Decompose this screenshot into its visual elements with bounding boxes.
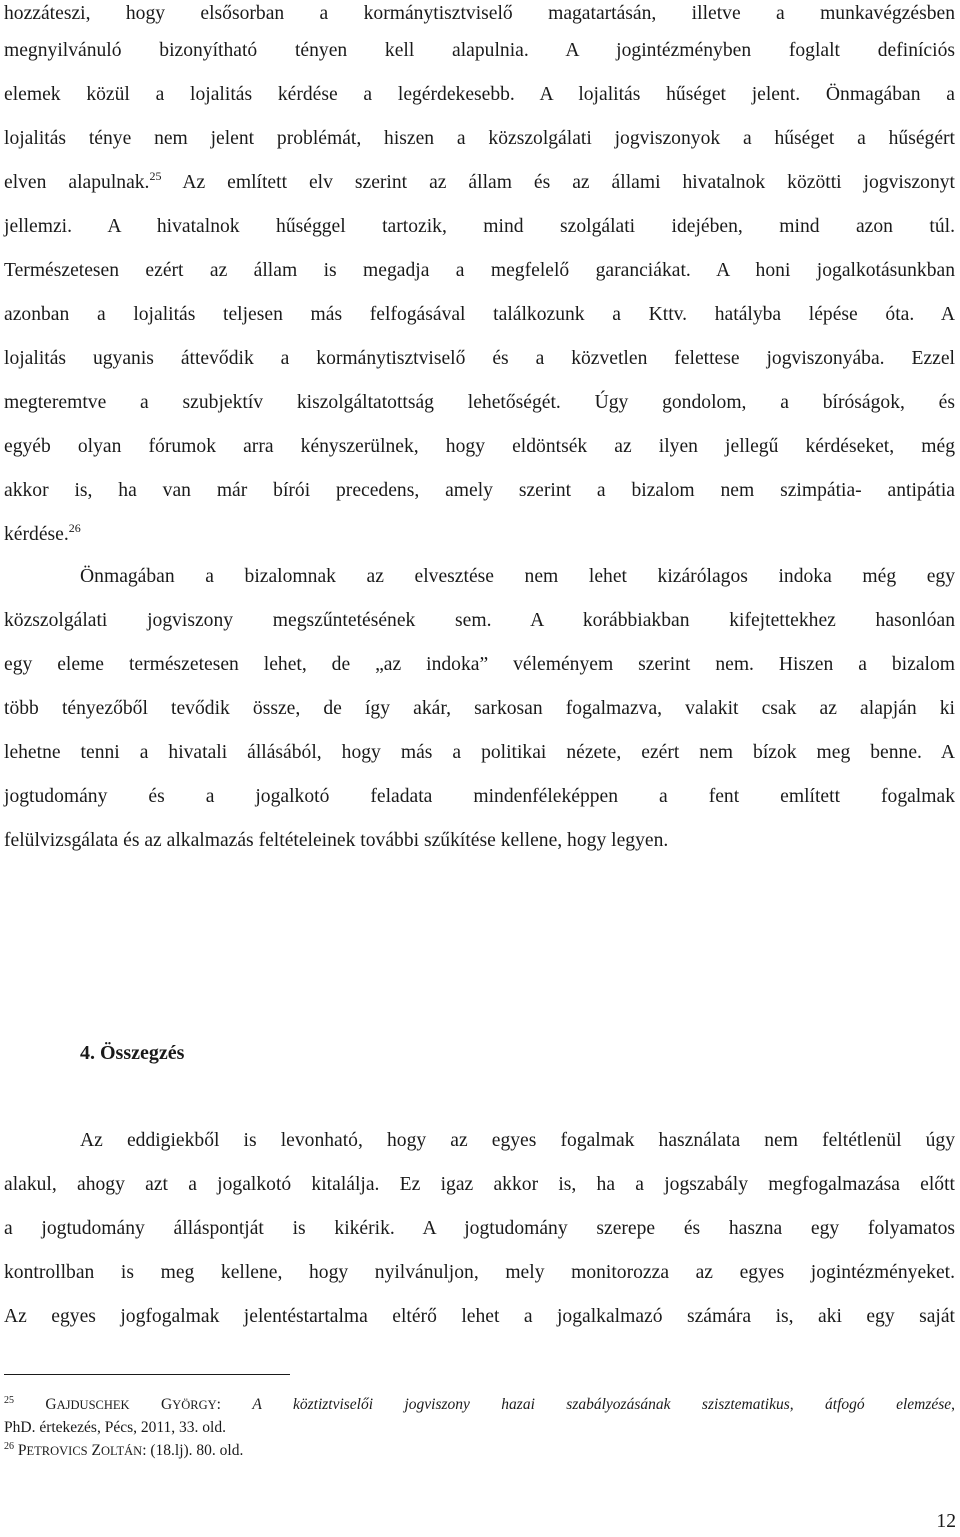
author-name: Z: [91, 1442, 101, 1459]
text-run: kérdése.: [4, 524, 69, 545]
text-line: hozzáteszi, hogy elsősorban a kormánytisztviselő magatartásán, illetve a munkavégzésben: [4, 3, 955, 24]
footnote-ref-26: 26: [68, 521, 81, 535]
text-line: megteremtve a szubjektív kiszolgáltatottság lehetőségét. Úgy gondolom, a bíróságok, és: [4, 392, 955, 413]
author-name: AJDUSCHEK: [56, 1398, 130, 1412]
text-line: jellemzi. A hivatalnok hűséggel tartozik, mind szolgálati idejében, mind azon túl.: [4, 216, 955, 237]
text-line: lojalitás ténye nem jelent problémát, hiszen a közszolgálati jogviszonyok a hűséget a hűségért: [4, 128, 955, 149]
footnote-25: [4, 1394, 955, 1416]
text-line: jogtudomány és a jogalkotó feladata mindenféleképpen a fent említett fogalmak: [4, 786, 955, 807]
author-name: G: [45, 1396, 57, 1413]
author-name: P: [17, 1442, 27, 1459]
text-line: a jogtudomány álláspontját is kikérik. A jogtudomány szerepe és haszna egy folyamatos: [4, 1218, 955, 1239]
section-heading: 4. Összegzés: [80, 1042, 185, 1064]
footnote-number: 26: [4, 1441, 14, 1452]
work-title: A köztiztviselői jogviszony hazai szabályozásának szisztematikus, átfogó elemzése: [252, 1396, 952, 1413]
text-line: Az eddigiekből is levonható, hogy az egyes fogalmak használata nem feltétlenül úgy: [80, 1130, 955, 1151]
footnote-25-continued: PhD. értekezés, Pécs, 2011, 33. old.: [4, 1419, 226, 1436]
footnote-ref-25: 25: [149, 169, 162, 183]
page-number: 12: [936, 1511, 956, 1532]
text-run: Az említett elv szerint az állam és az állami hivatalnok közötti jogviszonyt: [161, 172, 955, 193]
text-line: alakul, ahogy azt a jogalkotó kitalálja. Ez igaz akkor is, ha a jogszabály megfogalmazása előtt: [4, 1174, 955, 1195]
footnote-separator: [4, 1374, 290, 1375]
punctuation: :: [216, 1396, 221, 1413]
author-name: ETROVICS: [26, 1444, 88, 1458]
text-line: [4, 169, 955, 197]
text-line: felülvizsgálata és az alkalmazás feltételeinek további szűkítése kellene, hogy legyen.: [4, 830, 669, 851]
text-line: közszolgálati jogviszony megszűntetésének sem. A korábbiakban kifejtettekhez hasonlóan: [4, 610, 955, 631]
author-name: OLTÁN: [100, 1444, 143, 1458]
text-line: [4, 521, 955, 549]
text-line: megnyilvánuló bizonyítható tényen kell alapulnia. A jogintézményben foglalt definíciós: [4, 40, 955, 61]
author-name: YÖRGY: [172, 1398, 217, 1412]
footnote-number: 25: [4, 1395, 14, 1406]
footnote-text: : (18.lj). 80. old.: [142, 1442, 244, 1459]
text-line: egyéb olyan fórumok arra kényszerülnek, hogy eldöntsék az ilyen jellegű kérdéseket, még: [4, 436, 955, 457]
text-line: lehetne tenni a hivatali állásából, hogy más a politikai nézete, ezért nem bízok meg benne. A: [4, 742, 955, 763]
text-line: több tényezőből tevődik össze, de így akár, sarkosan fogalmazva, valakit csak az alapján ki: [4, 698, 955, 719]
text-line: Önmagában a bizalomnak az elvesztése nem lehet kizárólagos indoka még egy: [80, 566, 955, 587]
author-name: G: [160, 1396, 173, 1413]
text-line: elemek közül a lojalitás kérdése a legérdekesebb. A lojalitás hűséget jelent. Önmagában a: [4, 84, 955, 105]
text-line: kontrollban is meg kellene, hogy nyilvánuljon, mely monitorozza az egyes jogintézményeket.: [4, 1262, 955, 1283]
text-line: lojalitás ugyanis áttevődik a kormánytisztviselő és a közvetlen felettese jogviszonyába. Ezzel: [4, 348, 955, 369]
footnote-26: [4, 1440, 955, 1462]
text-run: elven alapulnak.: [4, 172, 150, 193]
text-line: egy eleme természetesen lehet, de „az indoka” véleményem szerint nem. Hiszen a bizalom: [4, 654, 955, 675]
text-line: azonban a lojalitás teljesen más felfogásával találkozunk a Kttv. hatályba lépése óta. A: [4, 304, 955, 325]
text-line: Az egyes jogfogalmak jelentéstartalma eltérő lehet a jogalkalmazó számára is, aki egy saját: [4, 1306, 955, 1327]
punctuation: ,: [951, 1396, 956, 1413]
text-line: akkor is, ha van már bírói precedens, amely szerint a bizalom nem szimpátia- antipátia: [4, 480, 955, 501]
text-line: Természetesen ezért az állam is megadja a megfelelő garanciákat. A honi jogalkotásunkban: [4, 260, 955, 281]
